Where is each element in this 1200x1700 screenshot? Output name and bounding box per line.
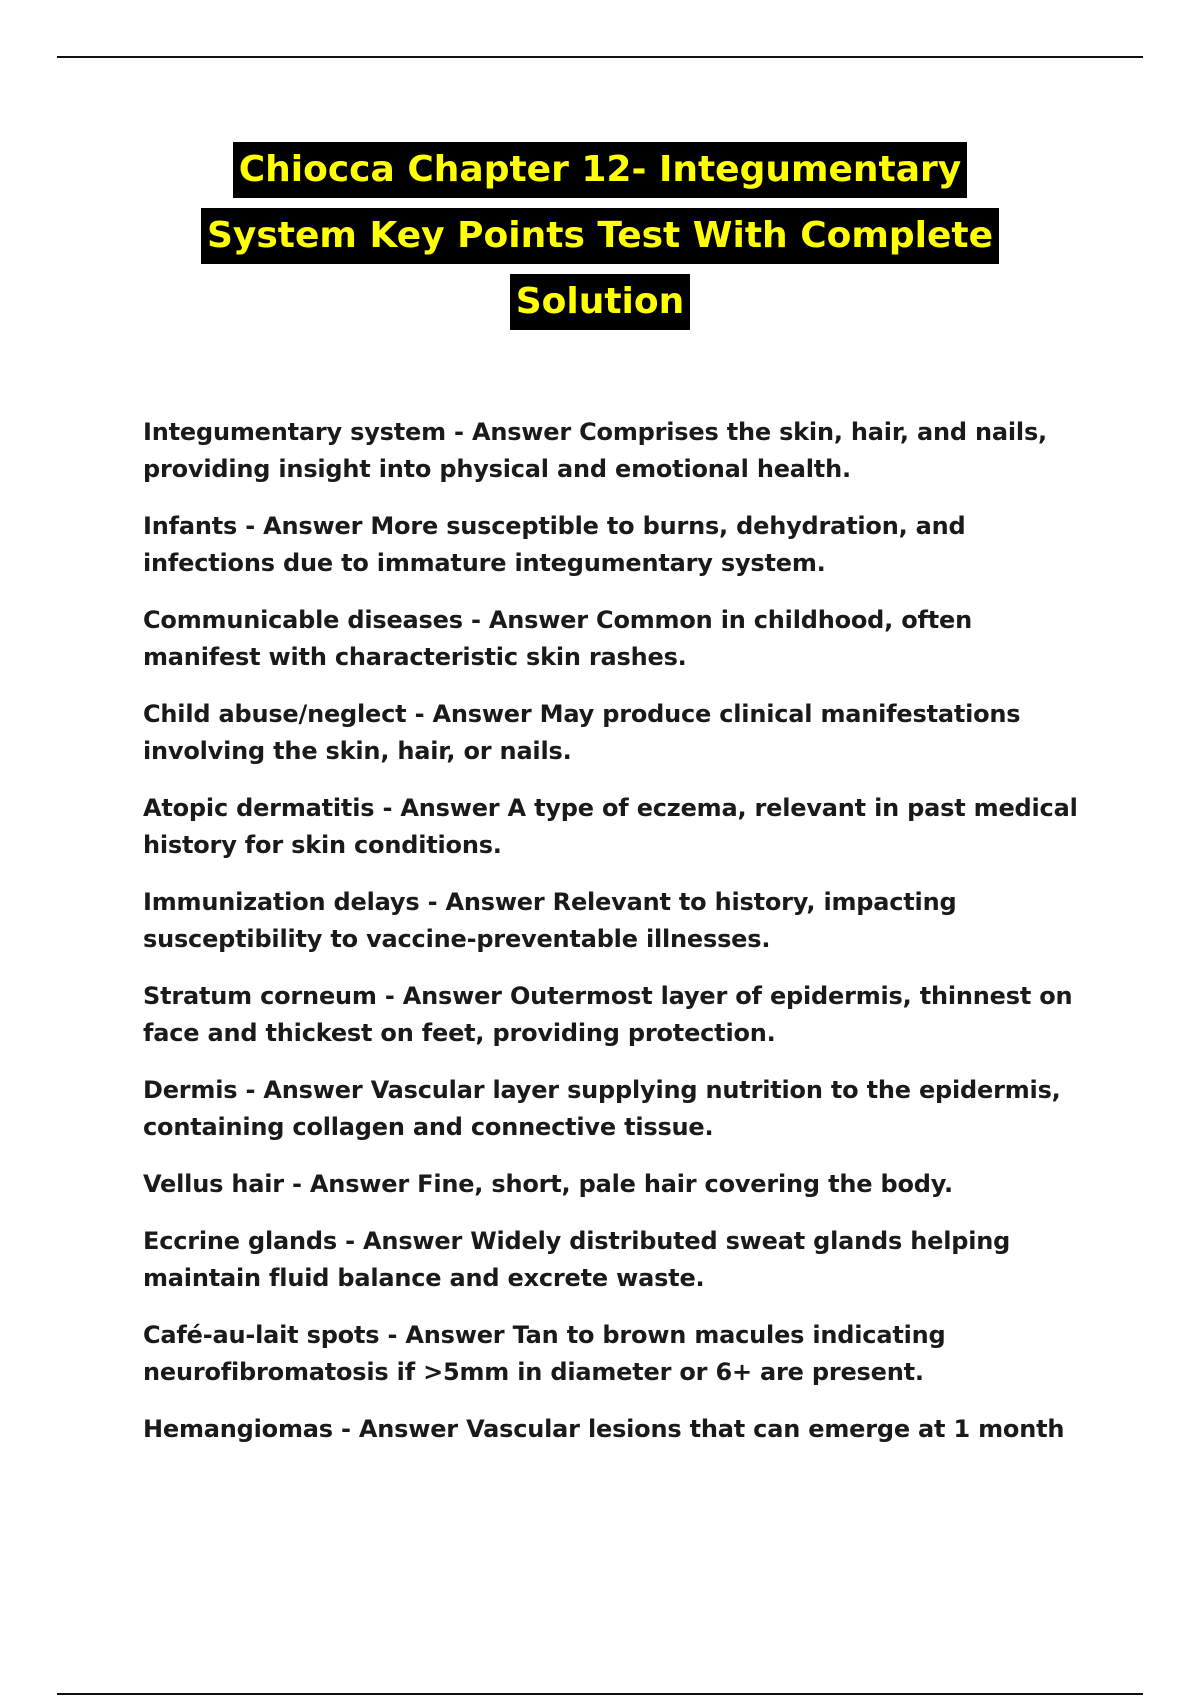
entry-line: containing collagen and connective tissue. [143,1113,714,1141]
title-line-3: Solution [510,274,691,330]
entry-line: Infants - Answer More susceptible to burns, dehydration, and [143,512,966,540]
entry-line: susceptibility to vaccine-preventable illnesses. [143,925,771,953]
entry-line: history for skin conditions. [143,831,502,859]
entries-list [143,414,1153,1468]
entry-line: face and thickest on feet, providing protection. [143,1019,776,1047]
title-line-1: Chiocca Chapter 12- Integumentary [233,142,968,198]
entry-1 [143,414,1153,488]
top-rule [57,56,1143,58]
entry-line: Child abuse/neglect - Answer May produce clinical manifestations [143,700,1021,728]
entry-line: Eccrine glands - Answer Widely distributed sweat glands helping [143,1227,1011,1255]
entry-line: Atopic dermatitis - Answer A type of eczema, relevant in past medical [143,794,1078,822]
entry-line: maintain fluid balance and excrete waste. [143,1264,705,1292]
entry-10 [143,1223,1153,1297]
entry-6 [143,884,1153,958]
entry-8 [143,1072,1153,1146]
entry-9 [143,1166,1153,1203]
title-line-2: System Key Points Test With Complete [201,208,999,264]
entry-line: providing insight into physical and emotional health. [143,455,851,483]
document-title [0,142,1200,340]
entry-4 [143,696,1153,770]
entry-line: Vellus hair - Answer Fine, short, pale hair covering the body. [143,1170,953,1198]
bottom-rule [57,1693,1143,1695]
entry-12 [143,1411,1153,1448]
entry-line: Communicable diseases - Answer Common in childhood, often [143,606,972,634]
entry-7 [143,978,1153,1052]
entry-line: Dermis - Answer Vascular layer supplying nutrition to the epidermis, [143,1076,1061,1104]
entry-line: infections due to immature integumentary system. [143,549,826,577]
entry-5 [143,790,1153,864]
entry-line: manifest with characteristic skin rashes. [143,643,687,671]
entry-line: Stratum corneum - Answer Outermost layer of epidermis, thinnest on [143,982,1073,1010]
entry-line: involving the skin, hair, or nails. [143,737,572,765]
entry-line: Integumentary system - Answer Comprises the skin, hair, and nails, [143,418,1047,446]
entry-3 [143,602,1153,676]
entry-2 [143,508,1153,582]
entry-line: Hemangiomas - Answer Vascular lesions that can emerge at 1 month [143,1415,1065,1443]
entry-11 [143,1317,1153,1391]
entry-line: neurofibromatosis if >5mm in diameter or 6+ are present. [143,1358,924,1386]
entry-line: Immunization delays - Answer Relevant to history, impacting [143,888,957,916]
entry-line: Café-au-lait spots - Answer Tan to brown macules indicating [143,1321,946,1349]
